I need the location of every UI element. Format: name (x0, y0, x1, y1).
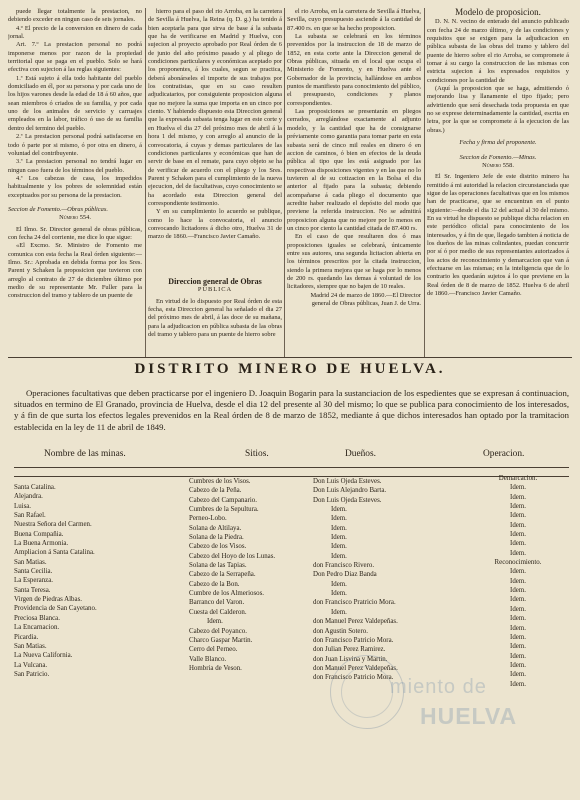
mine-operation: Demarcacion. (498, 475, 538, 482)
owners-column (313, 477, 398, 683)
notice-number: Número 558. (482, 161, 514, 169)
paragraph: 4.º El precio de la conversion en dinero de cada jornal. (8, 24, 142, 41)
paragraph: el rio Arroba, en la carretera de Sevilla á Huelva, Sevilla, cuyo presupuesto asciende á la cantidad de 87.400 rs. en que se ha hecho proposicion. (287, 8, 421, 32)
mine-operation: Idem. (510, 540, 526, 548)
column-divider (145, 8, 146, 358)
mine-site: Solana de la Piedra. (189, 534, 244, 542)
mine-name: Nuestra Señora del Carmen. (14, 521, 92, 529)
paragraph: 4.ª Los cabezas de casa, los impedidos habitualmente y los pobres de solemnidad están exceptuados por su persona de la prestacion. (8, 174, 142, 199)
mine-operation: Idem. (510, 680, 526, 688)
intro-paragraph: Operaciones facultativas que deben practicarse por el ingeniero D. Joaquin Bogarin para la sustanciacion de los espedientes que se expresan á continuacion, situados en termino de El Granado, provincia de Huelva, desde el dia 12 del presente al 30 del mismo; lo que se publica para conocimiento de los interesados, y á fin de que surta los efectos legales prevenidos en la Real órden de 8 de marzo de 1852, mediante á que dichos interesados han optado por la tramitacion establecida en la ley de 11 de abril de 1849. (14, 388, 569, 432)
mine-owner: Idem. (331, 543, 347, 551)
mine-name: Buena Compañia. (14, 530, 64, 538)
mine-site: Cumbres de la Sepultura. (189, 506, 259, 514)
mine-site: Hombria de Veson. (189, 664, 242, 672)
mine-owner: don Francisco Rivero. (313, 562, 375, 570)
mine-owner: Idem. (331, 515, 347, 523)
mine-name: Santa Catalina. (14, 484, 56, 491)
mine-names-column (14, 483, 97, 679)
paragraph: Art. 7.º La prestacion personal no podrá imponerse menos por razon de la propiedad territorial que se paga en el pueblo. Solo se hará efectiva con sujecion á las reglas siguientes: (8, 41, 142, 74)
mine-operation: Reconocimiento. (494, 559, 542, 567)
mine-site: Idem. (207, 618, 223, 626)
district-title: DISTRITO MINERO DE HUELVA. (134, 361, 446, 377)
mine-owner: don Francisco Patricio Mora. (313, 636, 394, 644)
mine-site: Cabezo de la Serrapeña. (189, 571, 256, 579)
mine-owner: Don Pedro Diaz Banda (313, 571, 377, 579)
mine-site: Barranco del Varon. (189, 599, 245, 607)
mine-site: Cabezo del Campanario. (189, 496, 257, 504)
mine-operation: Idem. (510, 643, 526, 651)
column-2-lower (148, 278, 282, 358)
mine-name: Santa Cecilia. (14, 568, 53, 576)
mine-owner: Don Luis Ojeda Esteves. (313, 496, 382, 504)
mine-owner: don Manuel Perez Valdepeñas. (313, 618, 398, 626)
column-divider (284, 8, 285, 358)
mine-operation: Idem. (510, 596, 526, 604)
mine-operation: Idem. (510, 484, 526, 492)
mine-name: Luisa. (14, 502, 32, 510)
mine-site: Solana de las Tapias. (189, 562, 247, 570)
paragraph: hierro para el paso del rio Arroba, en la carretera de Sevilla á Huelva, la Reina (q. D. g.) ha tenido á bien aceptarla para que sirva de base á la subasta que ha de verificarse en Madrid y Huelva, con sujecion al proyecto aprobado por Real órden de 6 de junio del año próximo pasado y al pliego de condiciones particulares y económicas aceptado por los proponentes, á los cuales, segun se practica, deberá abonárseles el importe de sus trabajos por los contratistas, que en su caso resulten adjudicatarios, por consiguiente proposicion alguna que no mejore la suma que importa en un cinco por ciento. Y habiendo dispuesto esta Direccion general que la expresada subasta tenga lugar en este corte y en Huelva el dia 27 del próximo mes de abril á la hora 1 del mismo, y con arreglo al anuncio de la convocatoria, á cuyas y demas particulares de las condiciones particulares y económicas que han de servir de base en el remate, para cuyo objeto se ha de verificar de acuerdo con el pliego y los Sres. Parent y Schaken para el cumplimiento de la nueva ejecucion, del de facultativas, cuyo conocimiento se ha acordado esta Direccion general del correspondiente testimonio. (148, 8, 282, 207)
mine-operation: Idem. (510, 661, 526, 669)
mine-operation: Idem. (510, 624, 526, 632)
mine-name: La Nueva California. (14, 652, 73, 660)
mine-site: Charco Gaspar Martin. (189, 636, 253, 644)
column-2 (148, 8, 282, 278)
mine-site: Cumbre de los Almeriosos. (189, 590, 265, 598)
mine-owner: Idem. (331, 590, 347, 598)
mine-operation: Idem. (510, 615, 526, 623)
mine-name: Picardia. (14, 633, 39, 641)
table-rule (14, 467, 569, 468)
mine-site: Cabezo de la Peña. (189, 487, 242, 495)
model-title: Modelo de proposicion. (455, 8, 541, 17)
mine-operation: Idem. (510, 493, 526, 501)
mine-owner: Don Luis Ojeda Esteves. (313, 478, 382, 485)
district-intro (14, 388, 569, 433)
mine-name: Alejandra. (14, 493, 43, 501)
mine-operation: Idem. (510, 549, 526, 557)
mine-name: Preciosa Blanca. (14, 614, 60, 622)
notice-number: Número 554. (59, 214, 91, 222)
mine-site: Cerro del Perneo. (189, 646, 238, 654)
mine-operation: Idem. (510, 568, 526, 576)
section-heading: Seccion de Fomento.—Minas. (459, 153, 537, 161)
mine-name: Santa Teresa. (14, 586, 51, 594)
header-duenos: Dueños. (345, 449, 376, 459)
header-nombre: Nombre de las minas. (44, 449, 126, 459)
paragraph: En el caso de que resultaren dos ó mas proposiciones iguales se celebrará, únicamente entre sus autores, una segunda licitacion abierta en los términos prescritos por la citada instruccion, siendo la primera mejora que se haga por lo menos de 200 rs. quedando las demas á voluntad de los licitadores, siempre que no bajen de 10 reales. (287, 233, 421, 291)
mine-operation: Idem. (510, 503, 526, 511)
mine-site: Cabezo del Hoyo de los Lunas. (189, 552, 276, 560)
mine-owner: Idem. (331, 506, 347, 514)
mine-operation: Idem. (510, 587, 526, 595)
mine-site: Perneo-Lobo. (189, 515, 227, 523)
mine-owner: don Francisco Pratricio Mora. (313, 599, 396, 607)
mine-site: Solana de Altilaya. (189, 524, 242, 532)
mine-operation: Idem. (510, 531, 526, 539)
mine-name: La Vulcana. (14, 661, 48, 669)
header-operacion: Operacion. (483, 449, 525, 459)
mine-name: Ampliacion á Santa Catalina. (14, 549, 95, 557)
paragraph: D. N. N. vecino de enterado del anuncio publicado con fecha 24 de marzo último, y de las condiciones y requisitos que se exigen para la adjudicacion en pública subasta de las obras del tramo y tablero del puente de hierro sobre el rio Arroba, se compromete á tomar á su cargo la construccion de las mismas con estricta sujecion á los expresados requisitos y condiciones por la cantidad de (427, 18, 569, 84)
signature-line: Madrid 24 de marzo de 1860.—El Director general de Obras públicas, Juan J. de Urra. (310, 291, 421, 308)
mine-owner: don Francisco Patricio Mora. (313, 674, 394, 682)
mine-operation: Idem. (510, 605, 526, 613)
mine-owner: don Agustin Sotero. (313, 627, 368, 635)
column-4 (427, 8, 569, 364)
paragraph: En virtud de lo dispuesto por Real órden de esta fecha, esta Direccion general ha señalado el dia 27 del próximo mes de abril, á las doce de su mañana, para la adjudicacion en pública subasta de las obras del tramo y tablero para un puente de hierro sobre (148, 297, 282, 339)
mine-site: Valle Blanco. (189, 655, 227, 663)
mine-name: La Esperanza. (14, 577, 54, 585)
mine-name: San Patricio. (14, 670, 50, 678)
paragraph: Las proposiciones se presentarán en pliegos cerrados, arreglándose exactamente al adjunto modelo, y la cantidad que ha de consignarse préviamente como garantia para tomar parte en esta subasta será de cinco mil reales en dinero ó en accion de caminos, ó bien en efectos de la deuda pública al tipo que les está asignado por las respectivas disposiciones vigentes y en las que no lo tuvieren al de su cotizacion en la Bolsa el dia anterior al fijado para la subasta; debiendo acompañarse á cada pliego el documento que acredite haber realizado el depósito del modo que previene la referida instruccion. No se admitirá proposicion alguna que no mejore por lo menos en un cinco por ciento la cantidad citada de 87.400 rs. (287, 108, 421, 232)
mine-site: Cuesta del Calderon. (189, 608, 247, 616)
mine-site: Cumbres de los Visos. (189, 478, 251, 485)
mine-owner: don Manuel Perez Valdepeñas. (313, 664, 398, 672)
paragraph: 1.ª Está sujeto á ella todo habitante del pueblo domiciliado en él, por su persona y por cada uno de los hijos varones desde la edad de 18 á 60 años, que sean miembros ó criados de su familia, y por cada uno de los animales de servicio y carruajes empleados en la labor, tráfico ó uso de su familia dentro del termino del pueblo. (8, 74, 142, 132)
mine-operation: Idem. (510, 512, 526, 520)
mine-name: La Buena Armonia. (14, 540, 69, 548)
paragraph: (Aquí la proposicion que se haga, admitiendo ó mejorando lisa y llanamente el tipo fijado; pero advirtiendo que será desechada toda propuesta en que no se exprese determinadamente la cantidad, escrita en letra, por la que se compromete á la ejecucion de las obras.) (427, 85, 569, 134)
column-divider (424, 8, 425, 358)
mine-operation: Idem. (510, 671, 526, 679)
mine-operation: Idem. (510, 577, 526, 585)
mine-owner: Idem. (331, 524, 347, 532)
operations-column (478, 474, 558, 689)
paragraph: 3.ª La prestacion personal no tendrá lugar en ningun caso fuera de los términos del pueblo. (8, 158, 142, 174)
paragraph: 2.ª La prestacion personal podrá satisfacerse en todo ó parte por si mismo, ó por otra en dinero, á voluntad del contribuyente. (8, 133, 142, 157)
mine-operation: Idem. (510, 652, 526, 660)
mine-owner: don Juan Lisvina y Martin. (313, 655, 388, 663)
mine-owner: Don Luis Alejandro Barta. (313, 487, 387, 495)
mine-owner: Idem. (331, 534, 347, 542)
mine-name: Virgen de Piedras Albas. (14, 596, 82, 604)
watermark-text: miento de (390, 676, 487, 698)
paragraph: «El Excmo. Sr. Ministro de Fomento me comunica con esta fecha la Real órden siguiente:—Ilmo. Sr.: Aprobada en debida forma por los Sres. Parent y Schaken la proposicion que tuvieron con arreglo al contrato de 27 de diciembre último por medio de su representante Mr. Fuller para la construccion del tramo y tablero de un puente de (8, 242, 142, 300)
mine-operation: Idem. (510, 633, 526, 641)
mine-owner: Idem. (331, 580, 347, 588)
paragraph: puede llegar totalmente la prestacion, no debiendo exceder en ningun caso de seis jornales. (8, 8, 142, 24)
mine-name: Providencia de San Cayetano. (14, 605, 97, 613)
signature-note: Fecha y firma del proponente. (459, 139, 537, 147)
watermark-text: HUELVA (420, 703, 518, 729)
paragraph: El Sr. Ingeniero Jefe de este distrito minero ha remitido á mi autoridad la relacion circunstanciada que sigue de las operaciones facultativas que en los mismos han de practicarse, que se encuentran en el punto siguiente:—desde el dia 12 del actual al 30 del mismo. En su virtud he dispuesto se publique dicha relacion en este periódico oficial para conocimiento de los interesados, y á fin de que, llegado tambien á noticia de los dueños de las minas colindantes, puedan concurrir por sí ó por medio de sus representantes autorizados á los actos de reconocimiento y demarcacion que van á efectuarse en las mismas; en la inteligencia que de lo contrario les quedarán sujetos á lo que previene en la Real órden de 8 de marzo de 1852. Huelva 6 de abril de 1860.—Francisco Javier Camaño. (427, 173, 569, 297)
section-heading: Seccion de Fomento.—Obras públicas. (8, 205, 108, 213)
mine-owner: Idem. (331, 608, 347, 616)
header-sitios: Sitios. (245, 449, 269, 459)
column-1 (8, 8, 142, 363)
section-heading: Direccion general de Obras (168, 278, 262, 286)
paragraph: La subasta se celebrará en los términos prevenidos por la instruccion de 18 de marzo de 1852, en esta corte ante la Direccion general de Obras públicas, situada en el local que ocupa el Ministerio de Fomento, y en Huelva ante el Gobernador de la provincia, hallándose en ambos puntos de manifiesto para conocimiento del público, el presupuesto, condiciones y planos correspondientes. (287, 33, 421, 107)
mine-owner: don Julian Perez Ramirez. (313, 646, 386, 654)
mine-site: Cabezo del Poyanco. (189, 627, 247, 635)
mine-name: San Rafael. (14, 512, 46, 520)
mine-site: Cabezo de los Visos. (189, 543, 247, 551)
section-subheading: PÚBLICA (197, 286, 233, 294)
paragraph: Y en su cumplimiento lo acuerdo se publique, como lo hace la convocatoria, el anuncio convocando licitadores á dicho otro, Huelva 31 de marzo de 1860.—Francisco Javier Camaño. (148, 208, 282, 241)
mine-site: Cabezo de la Bon. (189, 580, 240, 588)
mine-name: San Matias. (14, 642, 47, 650)
sites-column (189, 477, 275, 673)
mine-name: La Encarnacion. (14, 624, 60, 632)
mine-name: San Matias. (14, 558, 47, 566)
column-3 (287, 8, 421, 364)
mine-owner: Idem. (331, 552, 347, 560)
paragraph: El Ilmo. Sr. Director general de obras públicas, con fecha 24 del corriente, me dice lo que sigue: (8, 225, 142, 241)
mine-operation: Idem. (510, 521, 526, 529)
section-divider (8, 357, 572, 358)
